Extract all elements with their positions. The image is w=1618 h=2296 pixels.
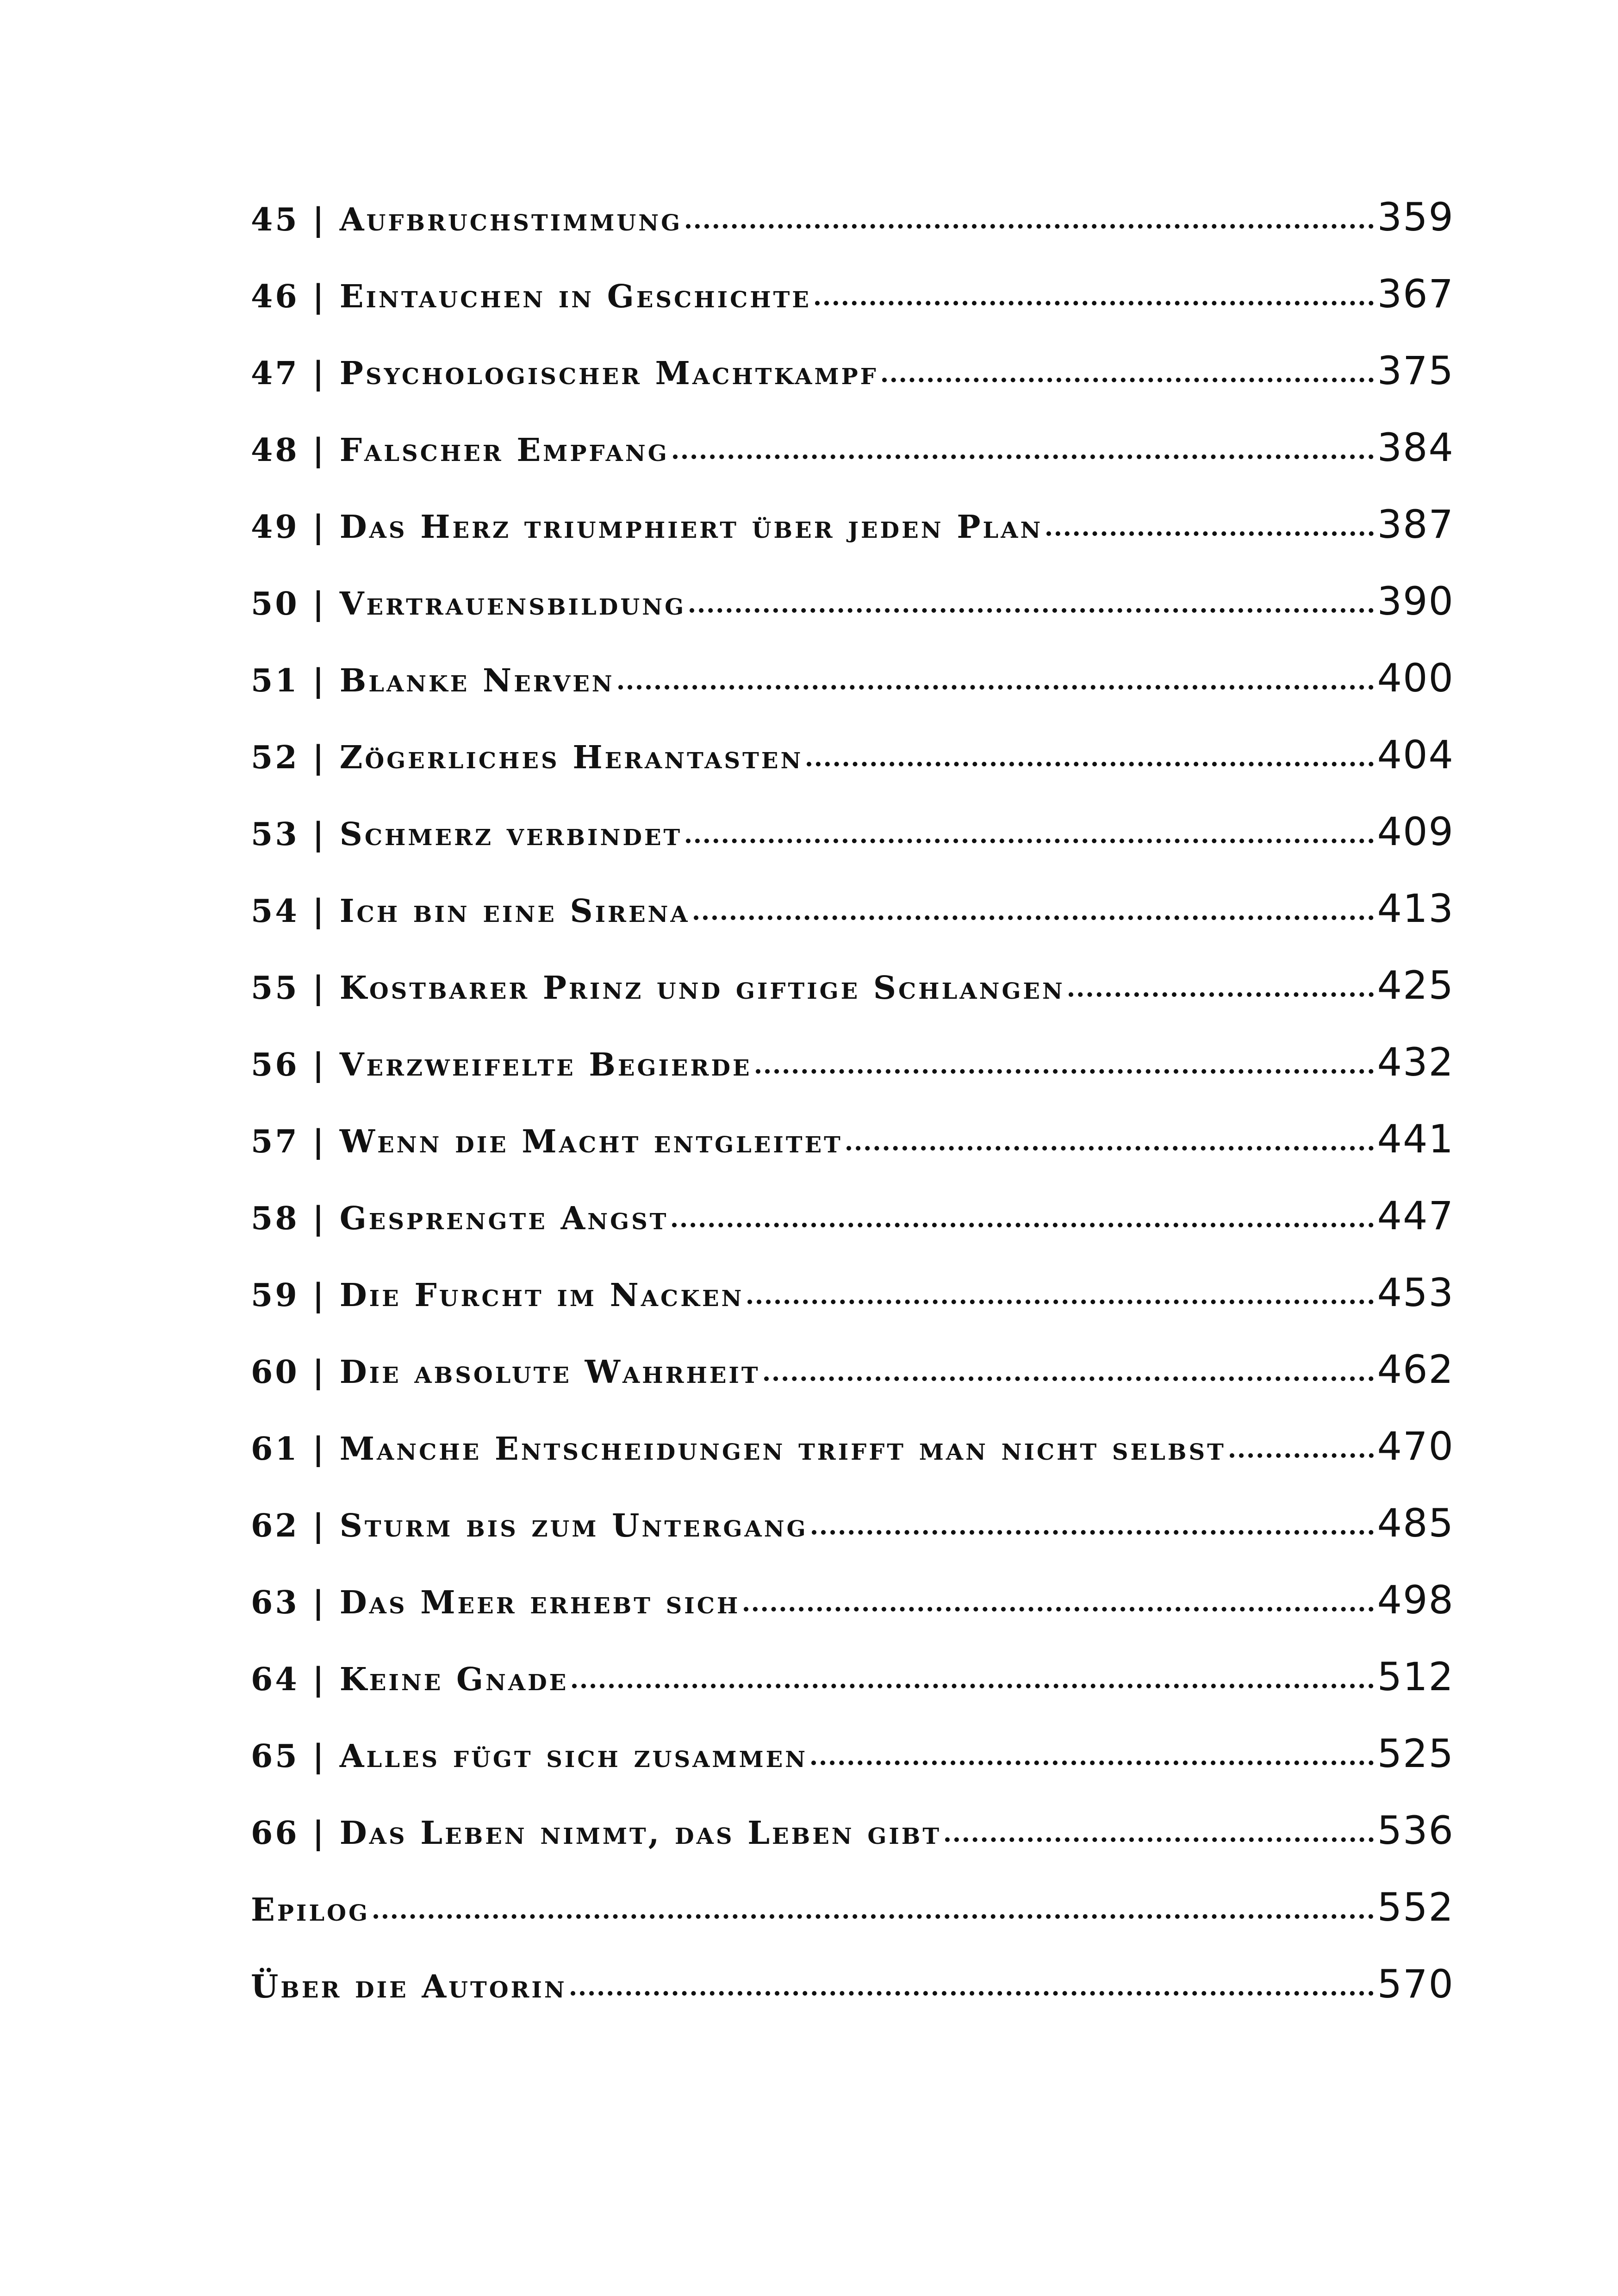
toc-entry-title: 54 | Ich bin eine Sirena xyxy=(251,893,690,930)
toc-entry-page: 387 xyxy=(1377,502,1454,547)
toc-entry-title: 63 | Das Meer erhebt sich xyxy=(251,1584,741,1621)
toc-entry-page: 384 xyxy=(1377,425,1454,470)
toc-entry xyxy=(251,1270,1454,1347)
toc-entry-page: 453 xyxy=(1377,1270,1454,1315)
toc-entry xyxy=(251,1808,1454,1885)
dot-leader xyxy=(572,1684,1373,1688)
toc-entry xyxy=(251,425,1454,502)
toc-entry xyxy=(251,732,1454,809)
toc-entry-title: 47 | Psychologischer Machtkampf xyxy=(251,355,878,392)
toc-entry-title: 52 | Zögerliches Herantasten xyxy=(251,739,803,776)
dot-leader xyxy=(764,1376,1374,1381)
toc-entry-page: 409 xyxy=(1377,809,1454,854)
dot-leader xyxy=(812,1530,1374,1535)
toc-entry-page: 432 xyxy=(1377,1039,1454,1085)
toc-entry-title: 57 | Wenn die Macht entgleitet xyxy=(251,1123,843,1160)
toc-entry xyxy=(251,194,1454,271)
dot-leader xyxy=(744,1607,1373,1612)
toc-entry-title: 55 | Kostbarer Prinz und giftige Schlangen xyxy=(251,970,1065,1007)
toc-entry-page: 441 xyxy=(1377,1116,1454,1162)
toc-entry-page: 525 xyxy=(1377,1731,1454,1776)
toc-entry-page: 375 xyxy=(1377,348,1454,393)
dot-leader xyxy=(846,1146,1374,1151)
toc-entry-title: 46 | Eintauchen in Geschichte xyxy=(251,278,811,315)
toc-entry xyxy=(251,1424,1454,1500)
toc-entry xyxy=(251,1731,1454,1808)
toc-entry xyxy=(251,579,1454,655)
toc-entry-title: 48 | Falscher Empfang xyxy=(251,432,669,469)
toc-entry-title: 45 | Aufbruchstimmung xyxy=(251,201,683,238)
dot-leader xyxy=(1046,531,1373,536)
toc-entry xyxy=(251,502,1454,579)
dot-leader xyxy=(756,1069,1374,1074)
dot-leader xyxy=(694,915,1374,920)
toc-entry-title: 66 | Das Leben nimmt, das Leben gibt xyxy=(251,1815,942,1852)
toc-entry xyxy=(251,1577,1454,1654)
dot-leader xyxy=(672,1223,1373,1227)
dot-leader xyxy=(1230,1453,1374,1458)
toc-entry-page: 470 xyxy=(1377,1424,1454,1469)
toc-entry xyxy=(251,348,1454,425)
toc-entry-title: Über die Autorin xyxy=(251,1968,567,2005)
dot-leader xyxy=(673,454,1374,459)
toc-entry xyxy=(251,1885,1454,1961)
dot-leader xyxy=(882,378,1374,382)
toc-entry xyxy=(251,655,1454,732)
toc-entry xyxy=(251,1039,1454,1116)
toc-entry-page: 413 xyxy=(1377,886,1454,931)
toc-entry xyxy=(251,271,1454,348)
toc-entry-title: 56 | Verzweifelte Begierde xyxy=(251,1046,752,1083)
toc-entry-page: 552 xyxy=(1377,1885,1454,1930)
dot-leader xyxy=(686,224,1374,229)
dot-leader xyxy=(1069,992,1374,997)
toc-entry xyxy=(251,1654,1454,1731)
toc-entry-title: 49 | Das Herz triumphiert über jeden Plan xyxy=(251,509,1043,546)
dot-leader xyxy=(618,685,1374,690)
toc-entry-title: 59 | Die Furcht im Nacken xyxy=(251,1277,744,1314)
toc-entry-title: 60 | Die absolute Wahrheit xyxy=(251,1354,760,1391)
dot-leader xyxy=(690,608,1374,613)
toc-entry-title: 58 | Gesprengte Angst xyxy=(251,1200,669,1237)
dot-leader xyxy=(811,1761,1374,1765)
dot-leader xyxy=(747,1300,1373,1304)
toc-entry-title: 62 | Sturm bis zum Untergang xyxy=(251,1507,808,1544)
toc-entry-page: 367 xyxy=(1377,271,1454,317)
toc-entry xyxy=(251,1347,1454,1424)
toc-entry-page: 485 xyxy=(1377,1500,1454,1546)
toc-entry-page: 462 xyxy=(1377,1347,1454,1392)
toc-entry-page: 404 xyxy=(1377,732,1454,778)
dot-leader xyxy=(373,1914,1374,1919)
toc-entry-title: 51 | Blanke Nerven xyxy=(251,662,615,699)
toc-entry xyxy=(251,1193,1454,1270)
dot-leader xyxy=(815,301,1374,305)
table-of-contents xyxy=(251,194,1454,2038)
toc-entry-title: Epilog xyxy=(251,1892,370,1929)
toc-entry-page: 498 xyxy=(1377,1577,1454,1623)
toc-entry-page: 400 xyxy=(1377,655,1454,701)
toc-entry-title: 65 | Alles fügt sich zusammen xyxy=(251,1738,808,1775)
toc-entry-page: 359 xyxy=(1377,194,1454,240)
toc-entry-page: 512 xyxy=(1377,1654,1454,1699)
toc-entry-page: 570 xyxy=(1377,1961,1454,2007)
dot-leader xyxy=(945,1837,1374,1842)
toc-entry-page: 447 xyxy=(1377,1193,1454,1238)
toc-entry-page: 390 xyxy=(1377,579,1454,624)
toc-entry-title: 53 | Schmerz verbindet xyxy=(251,816,683,853)
toc-entry xyxy=(251,1961,1454,2038)
toc-entry-title: 61 | Manche Entscheidungen trifft man nicht selbst xyxy=(251,1431,1226,1468)
toc-entry xyxy=(251,886,1454,963)
toc-entry xyxy=(251,809,1454,886)
dot-leader xyxy=(807,762,1373,766)
toc-entry xyxy=(251,963,1454,1039)
dot-leader xyxy=(571,1991,1374,1996)
toc-entry-page: 425 xyxy=(1377,963,1454,1008)
dot-leader xyxy=(686,839,1373,843)
toc-entry-title: 64 | Keine Gnade xyxy=(251,1661,569,1698)
toc-entry-title: 50 | Vertrauensbildung xyxy=(251,585,686,622)
toc-entry-page: 536 xyxy=(1377,1808,1454,1853)
toc-entry xyxy=(251,1500,1454,1577)
toc-entry xyxy=(251,1116,1454,1193)
